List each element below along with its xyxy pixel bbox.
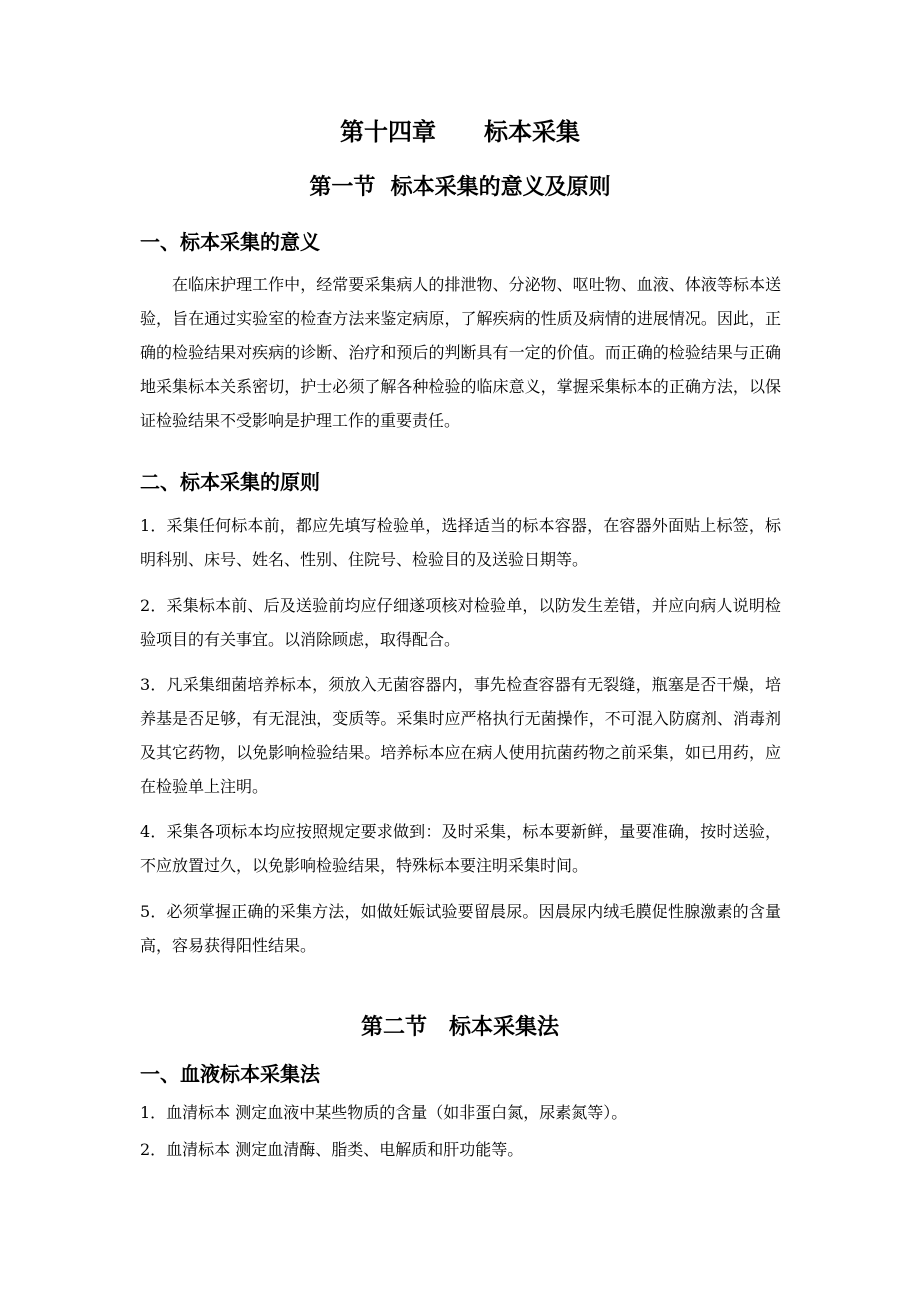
blood-item-1: 1．血清标本 测定血液中某些物质的含量（如非蛋白氮，尿素氮等）。 xyxy=(140,1103,628,1122)
item-line: 及其它药物，以免影响检验结果。培养标本应在病人使用抗菌药物之前采集，如已用药，应 xyxy=(140,743,781,762)
item-line: 不应放置过久，以免影响检验结果，特殊标本要注明采集时间。 xyxy=(140,856,589,875)
item-line: 3．凡采集细菌培养标本，须放入无菌容器内，事先检查容器有无裂缝，瓶塞是否干燥，培 xyxy=(140,675,781,694)
paragraph-line: 证检验结果不受影响是护理工作的重要责任。 xyxy=(140,411,461,430)
chapter-title: 第十四章 标本采集 xyxy=(340,117,580,146)
item-line: 5．必须掌握正确的采集方法，如做妊娠试验要留晨尿。因晨尿内绒毛膜促性腺激素的含量 xyxy=(140,902,781,921)
principle-item-5 xyxy=(140,895,781,963)
principle-item-3 xyxy=(140,668,781,804)
item-line: 4．采集各项标本均应按照规定要求做到：及时采集，标本要新鲜，量要准确，按时送验， xyxy=(140,822,781,841)
principle-item-2 xyxy=(140,589,781,657)
paragraph-line: 在临床护理工作中，经常要采集病人的排泄物、分泌物、呕吐物、血液、体液等标本送 xyxy=(172,275,781,294)
paragraph-line: 验，旨在通过实验室的检查方法来鉴定病原，了解疾病的性质及病情的进展情况。因此，正 xyxy=(140,309,781,328)
paragraph-line: 地采集标本关系密切，护士必须了解各种检验的临床意义，掌握采集标本的正确方法，以保 xyxy=(140,377,781,396)
blood-item-2: 2．血清标本 测定血清酶、脂类、电解质和肝功能等。 xyxy=(140,1140,524,1159)
subsection-principles-heading: 二、标本采集的原则 xyxy=(140,470,320,494)
item-line: 明科别、床号、姓名、性别、住院号、检验目的及送验日期等。 xyxy=(140,550,589,569)
paragraph-line: 确的检验结果对疾病的诊断、治疗和预后的判断具有一定的价值。而正确的检验结果与正确 xyxy=(140,343,781,362)
meaning-paragraph xyxy=(140,268,781,438)
item-line: 验项目的有关事宜。以消除顾虑，取得配合。 xyxy=(140,630,461,649)
principle-item-4 xyxy=(140,815,781,883)
principle-item-1 xyxy=(140,509,781,577)
item-line: 1．采集任何标本前，都应先填写检验单，选择适当的标本容器，在容器外面贴上标签，标 xyxy=(140,516,781,535)
subsection-blood-heading: 一、血液标本采集法 xyxy=(140,1062,320,1086)
item-line: 2．采集标本前、后及送验前均应仔细遂项核对检验单，以防发生差错，并应向病人说明检 xyxy=(140,596,781,615)
item-line: 养基是否足够，有无混浊，变质等。采集时应严格执行无菌操作，不可混入防腐剂、消毒剂 xyxy=(140,709,781,728)
item-line: 高，容易获得阳性结果。 xyxy=(140,936,317,955)
item-line: 在检验单上注明。 xyxy=(140,777,269,796)
subsection-meaning-heading: 一、标本采集的意义 xyxy=(140,230,320,254)
section1-title: 第一节 标本采集的意义及原则 xyxy=(309,174,611,200)
section2-title: 第二节 标本采集法 xyxy=(360,1014,559,1040)
